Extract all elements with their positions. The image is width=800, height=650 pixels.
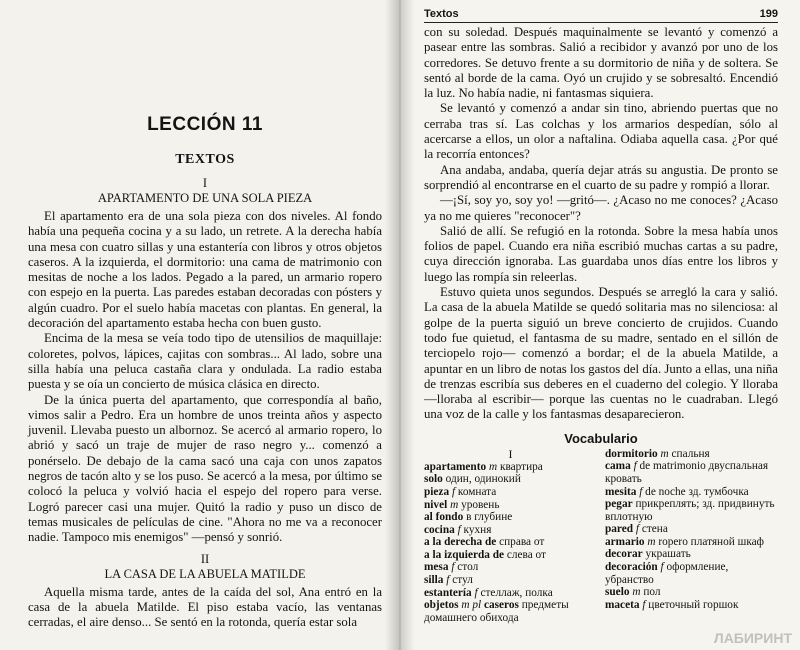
text2-paragraph: Se levantó y comenzó a andar sin tino, abriendo puertas que no cerraba tras sí. Las colchas y los armarios despedían, sólo al acercarse a ellos, un olor a naftalina. Odiaba aquella casa. ¿Por qué la recorría entonces? [424,101,778,162]
vocab-entry: pared f стена [605,523,668,536]
text1-paragraph: El apartamento era de una sola pieza con dos niveles. Al fondo había una pequeña cocina y a su lado, un retrete. A la derecha había una mesa con cuatro sillas y una estantería con libros y otros objetos caseros. A la izquierda, el dormitorio: una cama de matrimonio con mesitas de noche a los lados. Pegado a la pared, un armario ropero con espejo en la puerta. Las paredes estaban decoradas con pósters y algún cuadro. Por el suelo había macetas con plantas. En general, la decoración del apartamento estaba hecha con buen gusto. [28,209,382,331]
vocab-entry: solo один, одинокий [424,473,521,486]
vocab-entry: cocina f кухня [424,523,492,536]
vocabulary-number: I [508,446,513,461]
text2-paragraph: Ana andaba, andaba, quería dejar atrás su angustia. De pronto se sorprendió al encontrarse en el cuarto de su padre y rompió a llorar. [424,162,778,192]
right-page [400,0,800,650]
vocab-entry: dormitorio m спальня [605,447,710,460]
vocab-entry: suelo m пол [605,586,661,599]
text2-paragraph: Estuvo quieta unos segundos. Después se arregló la cara y salió. La casa de la abuela Matilde se quedó solitaria mas no silenciosa: al golpe de la puerta siguió un breve concierto de crujidos. Cuando todo fue quietud, el fantasma de su madre, sentado en el sillón de terciopelo rojo— comenzó a bordar; el de la abuela Matilde, a apuntar en un libro de notas los gastos del día. Junto a ellas, una niña de trenzas escribía sus deberes en el cuaderno del colegio. Y lloraba —lloraba al escribir— porque las cuentas no le cuadraban. Llegó una voz de la calle y los fantasmas desaparecieron. [424,285,778,422]
vocab-entry: mesa f стол [424,561,479,574]
text1-title: APARTAMENTO DE UNA SOLA PIEZA [97,191,313,205]
text2-paragraph: Salió de allí. Se refugió en la rotonda. Sobre la mesa había unos folios de papel. Cuando era niña escribió muchas cartas a su padre, cuya dirección ignoraba. Las guardaba unos días entre los libros y luego las rompía sin releerlas. [424,223,778,284]
header-title: Textos [424,8,459,20]
vocabulary-column-right [605,448,778,625]
vocab-entry: pegar прикреплять; зд. придвинуть вплотную [605,498,775,523]
text2-title: LA CASA DE LA ABUELA MATILDE [104,566,306,581]
watermark-logo: ЛАБИРИНТ [713,630,792,646]
text2-paragraph: Aquella misma tarde, antes de la caída del sol, Ana entró en la casa de la abuela Matilde. El piso estaba vacío, las ventanas cerradas, el aire denso... Se sentó en la rotonda, quería estar sola [28,584,382,630]
text2-paragraph: con su soledad. Después maquinalmente se levantó y comenzó a pasear entre las sombras. Salió a recibidor y avanzó por uno de los corredores. Se detuvo frente a su dormitorio de niña y de soltera. Se sentó al borde de la cama. Oyó un crujido y se sobresaltó. Encendió la luz. No había nadie, ni fantasmas siquiera. [424,25,778,101]
vocab-entry: estantería f стеллаж, полка [424,586,553,599]
text2-number: II [200,551,210,566]
lesson-title: LECCIÓN 11 [147,114,263,135]
vocab-entry: armario m ropero платяной шкаф [605,535,764,548]
text1-paragraph: De la única puerta del apartamento, que correspondía al baño, vimos salir a Pedro. Era un hombre de unos treinta años y aspecto juvenil. Llevaba puesto un albornoz. Se acercó al armario ropero, lo abrió y sacó un traje de mujer de raso negro y... comenzó a ponérselo. De debajo de la cama sacó una caja con unos zapatos negros de tacón alto y se los puso. Se acercó a la mesa, por último se colocó la peluca y volvió hacia el espejo del ropero para verse. Logró parecer casi una mujer. Quitó la radio y puso un disco de temas musicales de películas de cine. "Ahora no me va a reconocer nadie. Tampoco mis enemigos" —pensó y sonrió. [28,392,382,545]
vocab-entry: al fondo в глубине [424,511,513,524]
vocab-entry: a la izquierda de слева от [424,548,546,561]
text2-paragraph: —¡Sí, soy yo, soy yo! —gritó—. ¿Acaso no me conoces? ¿Acaso ya no me quieres "reconocer"? [424,193,778,223]
text1-number: I [202,176,208,190]
vocabulary-table [424,448,778,625]
vocab-entry: maceta f цветочный горшок [605,598,739,611]
running-header [424,0,778,23]
vocab-entry: pieza f комната [424,485,497,498]
vocabulary-column-left [424,448,597,625]
vocab-entry: mesita f de noche зд. тумбочка [605,485,749,498]
vocab-entry: apartamento m квартира [424,460,543,473]
vocab-entry: objetos m pl caseros предметы домашнего обихода [424,599,569,624]
vocab-entry: cama f de matrimonio двуспальная кровать [605,460,769,485]
text1-paragraph: Encima de la mesa se veía todo tipo de utensilios de maquillaje: coloretes, polvos, lápices, cajitas con sombras... Al lado, sobre una silla había una peluca castaña clara y ondulada. La radio estaba puesta y se oía un concierto de música clásica en directo. [28,331,382,392]
vocab-entry: decorar украшать [605,548,691,561]
vocab-entry: decoración f оформление, убранство [605,561,729,586]
vocabulary-title: Vocabulario [564,430,638,446]
page-number: 199 [759,8,778,20]
section-title: TEXTOS [175,152,235,167]
vocab-entry: nivel m уровень [424,498,500,511]
vocab-entry: a la derecha de справа от [424,536,545,549]
vocab-entry: silla f стул [424,574,473,587]
